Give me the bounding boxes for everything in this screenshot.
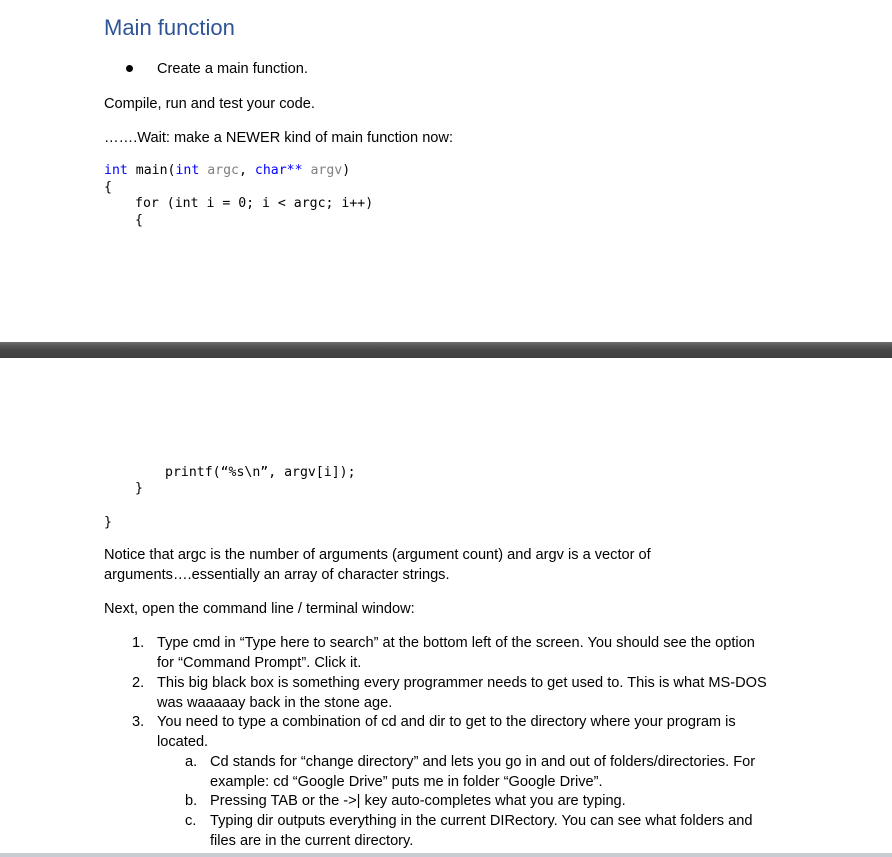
code-line-outer-close: }	[104, 515, 112, 530]
list-item-line: located.	[157, 734, 209, 750]
sublist-letter: b.	[185, 793, 198, 809]
document-page-1	[0, 0, 892, 342]
paragraph-compile: Compile, run and test your code.	[104, 96, 315, 112]
code-token: main(	[127, 163, 176, 178]
list-item-line: Type cmd in “Type here to search” at the bottom left of the screen. You should see the option	[157, 635, 755, 651]
list-item-line: was waaaaay back in the stone age.	[157, 695, 393, 711]
code-line-for-loop: for (int i = 0; i < argc; i++)	[135, 196, 374, 211]
document-page-2	[0, 358, 892, 857]
section-heading: Main function	[104, 15, 235, 40]
code-line-open-brace: {	[104, 180, 112, 195]
list-number: 1.	[132, 635, 145, 651]
list-item-line: for “Command Prompt”. Click it.	[157, 655, 362, 671]
list-item-line: You need to type a combination of cd and dir to get to the directory where your program is	[157, 714, 736, 730]
bullet-item: Create a main function.	[157, 61, 308, 77]
code-keyword: int	[175, 163, 200, 178]
code-token: )	[342, 163, 351, 178]
sublist-item-line: Cd stands for “change directory” and lets you go in and out of folders/directories. For	[210, 754, 756, 770]
code-line-signature	[104, 162, 350, 179]
code-parameter: argc	[199, 163, 239, 178]
sublist-item-line: files are in the current directory.	[210, 833, 414, 849]
page-separator	[0, 342, 892, 358]
list-number: 2.	[132, 675, 145, 691]
list-number: 3.	[132, 714, 145, 730]
sublist-item-line: Pressing TAB or the ->| key auto-completes what you are typing.	[210, 793, 626, 809]
code-line-loop-brace: {	[135, 213, 143, 228]
sublist-letter: a.	[185, 754, 198, 770]
code-parameter: argv	[302, 163, 343, 178]
code-line-inner-close: }	[135, 481, 143, 496]
paragraph-notice-line-1: Notice that argc is the number of arguments (argument count) and argv is a vector of	[104, 547, 651, 563]
viewport-bottom-edge	[0, 853, 892, 857]
list-item-line: This big black box is something every programmer needs to get used to. This is what MS-DOS	[157, 675, 767, 691]
code-token: ,	[239, 163, 255, 178]
bullet-marker	[126, 65, 133, 72]
sublist-item-line: Typing dir outputs everything in the current DIRectory. You can see what folders and	[210, 813, 753, 829]
code-keyword: int	[104, 163, 128, 178]
sublist-letter: c.	[185, 813, 197, 829]
paragraph-wait: …….Wait: make a NEWER kind of main function now:	[104, 130, 454, 146]
code-keyword: char**	[254, 163, 303, 178]
code-line-printf: printf(“%s\n”, argv[i]);	[165, 465, 356, 480]
paragraph-next: Next, open the command line / terminal window:	[104, 601, 415, 617]
sublist-item-line: example: cd “Google Drive” puts me in folder “Google Drive”.	[210, 774, 603, 790]
paragraph-notice-line-2: arguments….essentially an array of character strings.	[104, 567, 450, 583]
